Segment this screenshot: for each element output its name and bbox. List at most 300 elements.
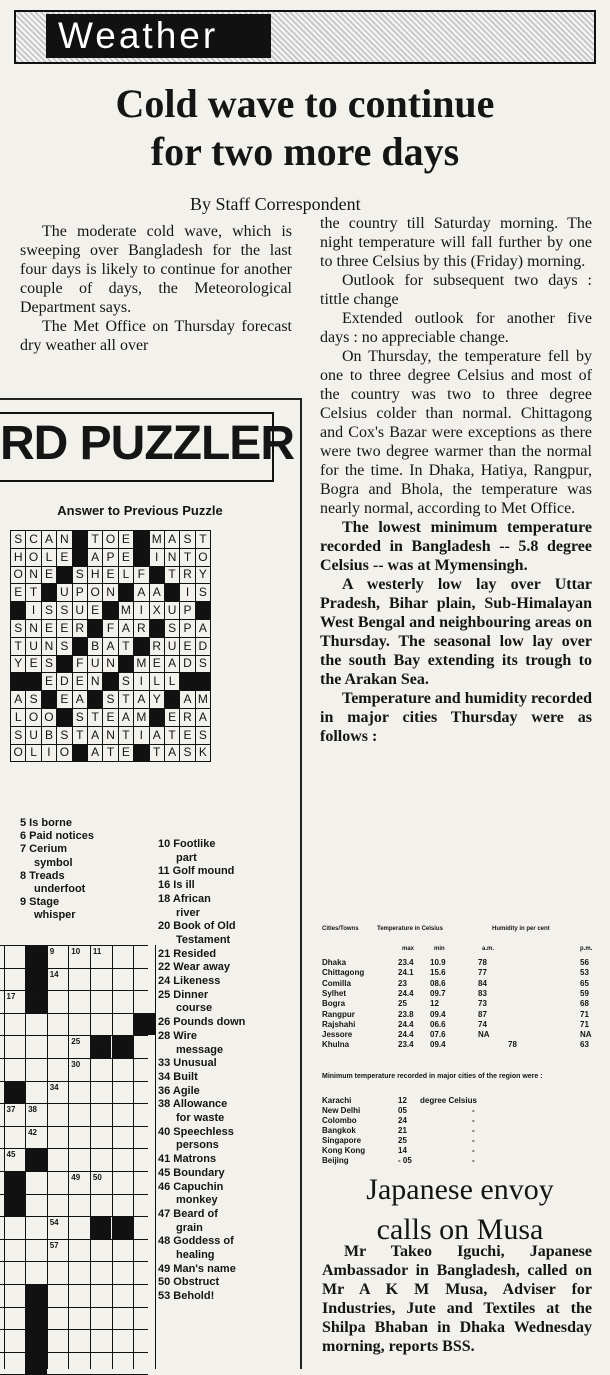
grid-line	[0, 1261, 148, 1262]
answer-block-cell	[11, 602, 26, 620]
table-cell: 68	[580, 999, 589, 1009]
answer-grid	[10, 530, 211, 762]
answer-grid-row	[11, 655, 211, 673]
grid-line	[0, 1058, 148, 1059]
answer-letter-cell: S	[195, 655, 210, 673]
answer-block-cell	[134, 744, 149, 762]
answer-letter-cell: U	[164, 637, 179, 655]
answer-letter-cell: E	[103, 566, 118, 584]
answer-letter-cell: S	[195, 584, 210, 602]
grid-number: 26	[92, 1037, 102, 1047]
answer-letter-cell: A	[103, 637, 118, 655]
answer-letter-cell: A	[87, 744, 102, 762]
table-cell: 53	[580, 968, 589, 978]
answer-letter-cell: L	[118, 566, 133, 584]
answer-letter-cell: D	[57, 673, 72, 691]
answer-block-cell	[103, 602, 118, 620]
envoy-article	[322, 1242, 592, 1356]
answer-letter-cell: S	[72, 708, 87, 726]
answer-letter-cell: T	[87, 708, 102, 726]
table-row	[322, 1040, 592, 1050]
grid-number: 38	[28, 1105, 37, 1115]
answer-letter-cell: N	[26, 619, 41, 637]
sub-headline-line: Japanese envoy	[366, 1173, 554, 1206]
answer-letter-cell: F	[72, 655, 87, 673]
grid-block	[90, 1216, 112, 1239]
min-temp-cell: -	[472, 1136, 475, 1145]
answer-block-cell	[118, 655, 133, 673]
answer-block-cell	[72, 531, 87, 549]
grid-number: 10	[71, 947, 81, 956]
table-cell: 23.8	[398, 1009, 414, 1019]
answer-block-cell	[41, 584, 56, 602]
byline: By Staff Correspondent	[190, 194, 361, 214]
answer-letter-cell: U	[164, 602, 179, 620]
answer-letter-cell: A	[41, 531, 56, 549]
clue-item: 26 Pounds down	[158, 1016, 246, 1029]
grid-line	[0, 1352, 148, 1353]
answer-letter-cell: H	[11, 548, 26, 566]
grid-block	[25, 1284, 47, 1307]
answer-letter-cell: A	[134, 584, 149, 602]
table-cell: 15.6	[430, 968, 446, 978]
table-cell: 71	[580, 1009, 589, 1019]
grid-line	[0, 1148, 148, 1149]
answer-letter-cell: P	[103, 548, 118, 566]
answer-block-cell	[195, 602, 210, 620]
clue-item: 40 Speechless	[158, 1125, 234, 1138]
table-cell: 24.4	[398, 1019, 414, 1029]
answer-block-cell	[149, 708, 164, 726]
answer-grid-row	[11, 726, 211, 744]
answer-letter-cell: A	[134, 691, 149, 709]
clue-item: whisper	[34, 909, 76, 922]
answer-letter-cell: E	[180, 726, 195, 744]
caption-cities: Cities/Towns	[322, 926, 359, 932]
grid-line	[0, 1329, 148, 1330]
answer-letter-cell: A	[149, 584, 164, 602]
answer-letter-cell: A	[195, 708, 210, 726]
grid-line	[0, 1307, 148, 1308]
grid-block	[25, 945, 47, 968]
answer-letter-cell: O	[11, 566, 26, 584]
min-temp-cell: New Delhi	[322, 1106, 361, 1115]
answer-letter-cell: N	[103, 584, 118, 602]
answer-letter-cell: R	[180, 566, 195, 584]
answer-letter-cell: P	[180, 619, 195, 637]
grid-block	[112, 1035, 134, 1058]
answer-letter-cell: N	[103, 726, 118, 744]
clue-item: 7 Cerium	[20, 843, 68, 856]
grid-line	[155, 945, 156, 1369]
answer-letter-cell: S	[57, 726, 72, 744]
table-cell: 59	[580, 988, 589, 998]
table-cell: 71	[580, 1019, 589, 1029]
grid-block	[25, 968, 47, 991]
answer-letter-cell: U	[87, 655, 102, 673]
table-caption	[322, 926, 592, 932]
answer-letter-cell: T	[103, 744, 118, 762]
caption-temperature: Temperature in Celsius	[377, 926, 443, 932]
grid-line	[133, 945, 134, 1369]
clue-item: 11 Golf mound	[158, 865, 235, 878]
answer-letter-cell: R	[180, 708, 195, 726]
clue-item: monkey	[176, 1194, 218, 1207]
grid-block	[25, 1329, 47, 1352]
answer-letter-cell: C	[26, 531, 41, 549]
answer-letter-cell: E	[118, 548, 133, 566]
answer-block-cell	[72, 637, 87, 655]
answer-letter-cell: T	[180, 548, 195, 566]
min-temp-cell: Singapore	[322, 1136, 362, 1145]
answer-letter-cell: S	[180, 531, 195, 549]
grid-line	[0, 945, 148, 946]
grid-number: 50	[92, 1173, 102, 1182]
grid-number: 49	[71, 1173, 81, 1182]
table-cell: Khulna	[322, 1040, 350, 1050]
answer-letter-cell: R	[134, 619, 149, 637]
min-temp-cell: 25	[398, 1136, 407, 1145]
grid-block	[4, 1171, 26, 1194]
answer-letter-cell: I	[41, 744, 56, 762]
table-cell: 10.9	[430, 958, 446, 967]
answer-letter-cell: L	[11, 708, 26, 726]
table-cell: 78	[508, 1040, 517, 1050]
min-temp-cell: Karachi	[322, 1096, 352, 1105]
sub-headline-line: calls on Musa	[376, 1213, 544, 1246]
article-paragraph: Mr Takeo Iguchi, Japanese Ambassador in Bangladesh, called on Mr A K M Musa, Adviser for Industries, Jute and Textiles at the Shilpa Bhaban in Dhaka Wednesday morning, reports BSS.	[322, 1243, 592, 1355]
answer-letter-cell: O	[41, 708, 56, 726]
answer-block-cell	[164, 691, 179, 709]
clue-item: 45 Boundary	[158, 1166, 225, 1179]
answer-letter-cell: O	[26, 548, 41, 566]
table-cell: 56	[580, 958, 589, 967]
answer-letter-cell: M	[195, 691, 210, 709]
table-cell: 73	[478, 999, 487, 1009]
answer-letter-cell: N	[41, 637, 56, 655]
answer-letter-cell: N	[26, 566, 41, 584]
answer-letter-cell: O	[87, 584, 102, 602]
column-am: a.m.	[482, 946, 495, 952]
answer-letter-cell: Y	[149, 691, 164, 709]
answer-letter-cell: S	[57, 637, 72, 655]
answer-letter-cell: E	[149, 655, 164, 673]
answer-letter-cell: U	[72, 602, 87, 620]
headline	[0, 80, 610, 176]
answer-letter-cell: E	[57, 548, 72, 566]
grid-block	[112, 1216, 134, 1239]
grid-number: 34	[49, 1082, 59, 1092]
answer-grid-row	[11, 548, 211, 566]
table-cell: 12	[430, 999, 439, 1009]
grid-number: 11	[92, 947, 102, 956]
clue-item: grain	[176, 1221, 203, 1234]
clue-item: 48 Goddess of	[158, 1235, 234, 1248]
min-temp-cell: Kong Kong	[322, 1146, 366, 1155]
table-row	[322, 989, 592, 999]
answer-letter-cell: A	[11, 691, 26, 709]
clue-item: 28 Wire	[158, 1029, 198, 1042]
grid-number: 9	[49, 947, 55, 956]
answer-letter-cell: U	[57, 584, 72, 602]
min-temp-cell: Bangkok	[322, 1126, 356, 1135]
answer-grid-row	[11, 619, 211, 637]
answer-grid-row	[11, 602, 211, 620]
min-temp-cell: 24	[398, 1116, 407, 1125]
grid-block	[4, 1081, 26, 1104]
answer-letter-cell: S	[11, 619, 26, 637]
answer-letter-cell: T	[87, 531, 102, 549]
table-row	[322, 1030, 592, 1040]
answer-grid-row	[11, 744, 211, 762]
answer-letter-cell: E	[57, 691, 72, 709]
min-temp-cell: Colombo	[322, 1116, 357, 1125]
article-paragraph: The moderate cold wave, which is sweeping over Bangladesh for the last four days is likely to continue for another couple of days, the Meteorological Department says.	[20, 223, 292, 316]
clue-item: 10 Footlike	[158, 838, 216, 850]
grid-number: 57	[49, 1240, 59, 1250]
grid-line	[0, 1284, 148, 1285]
answer-letter-cell: A	[118, 708, 133, 726]
table-cell: 09.4	[430, 1040, 446, 1050]
grid-number: 17	[6, 992, 16, 1002]
answer-letter-cell: T	[72, 726, 87, 744]
answer-letter-cell: T	[149, 744, 164, 762]
answer-letter-cell: Y	[11, 655, 26, 673]
answer-letter-cell: A	[164, 531, 179, 549]
answer-grid-row	[11, 531, 211, 549]
sub-headline	[315, 1170, 605, 1250]
article-paragraph: The lowest minimum temperature recorded in Bangladesh -- 5.8 degree Celsius -- was at Mymensingh.	[320, 519, 592, 574]
caption-humidity: Humidity in per cent	[492, 926, 550, 932]
table-row	[322, 999, 592, 1009]
column-max: max	[402, 946, 415, 952]
answer-block-cell	[195, 673, 210, 691]
answer-letter-cell: X	[149, 602, 164, 620]
table-row	[322, 958, 592, 968]
clue-item: 25 Dinner	[158, 988, 209, 1001]
answer-letter-cell: S	[11, 531, 26, 549]
answer-block-cell	[26, 673, 41, 691]
grid-line	[0, 990, 148, 991]
divider-vertical	[300, 398, 302, 1369]
answer-letter-cell: F	[134, 566, 149, 584]
table-row	[322, 979, 592, 989]
answer-letter-cell: S	[57, 602, 72, 620]
clue-item: 22 Wear away	[158, 961, 230, 974]
table-cell: 24.1	[398, 968, 414, 978]
table-cell: 87	[478, 1009, 487, 1019]
grid-number: 25	[71, 1037, 81, 1047]
answer-letter-cell: D	[195, 637, 210, 655]
table-cell: NA	[478, 1030, 490, 1040]
answer-letter-cell: I	[134, 726, 149, 744]
clue-item: symbol	[34, 856, 73, 869]
answer-letter-cell: M	[134, 655, 149, 673]
answer-letter-cell: E	[118, 744, 133, 762]
table-cell: 23.4	[398, 1040, 414, 1050]
table-cell: 24.4	[398, 1030, 414, 1040]
table-cell: Chittagong	[322, 968, 365, 978]
min-temp-cell: 21	[398, 1126, 407, 1135]
answer-block-cell	[180, 673, 195, 691]
answer-letter-cell: E	[180, 637, 195, 655]
answer-grid-row	[11, 673, 211, 691]
answer-letter-cell: E	[41, 566, 56, 584]
answer-letter-cell: A	[87, 726, 102, 744]
table-cell: Jessore	[322, 1030, 353, 1040]
table-row	[322, 1020, 592, 1030]
article-paragraph: Outlook for subsequent two days : tittle change	[320, 272, 592, 308]
min-temp-cell: 14	[398, 1146, 407, 1155]
divider-horizontal	[0, 398, 300, 400]
answer-block-cell	[72, 744, 87, 762]
answer-letter-cell: P	[180, 602, 195, 620]
answer-letter-cell: E	[164, 708, 179, 726]
clue-item: part	[176, 851, 197, 864]
answer-letter-cell: T	[118, 691, 133, 709]
table-cell: 24.4	[398, 988, 414, 998]
table-cell: 84	[478, 978, 487, 988]
answer-grid-row	[11, 637, 211, 655]
answer-letter-cell: I	[180, 584, 195, 602]
grid-number: 14	[49, 969, 59, 979]
answer-block-cell	[11, 673, 26, 691]
answer-letter-cell: M	[149, 531, 164, 549]
answer-grid-row	[11, 691, 211, 709]
clue-item: 21 Resided	[158, 947, 217, 960]
answer-block-cell	[164, 584, 179, 602]
grid-block	[25, 1148, 47, 1171]
answer-block-cell	[87, 691, 102, 709]
grid-line	[90, 945, 91, 1369]
clue-item: 9 Stage	[20, 896, 60, 909]
answer-letter-cell: E	[118, 531, 133, 549]
answer-letter-cell: E	[87, 602, 102, 620]
headline-line: Cold wave to continue	[115, 81, 495, 126]
answer-block-cell	[57, 655, 72, 673]
answer-letter-cell: L	[26, 744, 41, 762]
answer-block-cell	[57, 708, 72, 726]
table-cell: 83	[478, 988, 487, 998]
clue-item: 6 Paid notices	[20, 830, 94, 843]
answer-letter-cell: R	[149, 637, 164, 655]
min-temp-cell: 12	[398, 1096, 407, 1105]
column-min: min	[434, 946, 445, 952]
answer-letter-cell: S	[72, 566, 87, 584]
answer-letter-cell: M	[134, 708, 149, 726]
answer-block-cell	[87, 619, 102, 637]
table-cell: Sylhet	[322, 988, 347, 998]
article-paragraph: Extended outlook for another five days : no appreciable change.	[320, 310, 592, 346]
answer-letter-cell: T	[195, 531, 210, 549]
grid-line	[47, 945, 48, 1369]
answer-letter-cell: S	[26, 691, 41, 709]
answer-letter-cell: E	[41, 673, 56, 691]
table-cell: 77	[478, 968, 487, 978]
answer-letter-cell: T	[26, 584, 41, 602]
answer-letter-cell: S	[164, 619, 179, 637]
table-cell: 23	[398, 978, 407, 988]
clue-item: course	[176, 1002, 213, 1015]
answer-letter-cell: U	[26, 637, 41, 655]
clue-item: river	[176, 906, 200, 919]
answer-letter-cell: E	[11, 584, 26, 602]
column-pm: p.m.	[580, 946, 593, 952]
grid-line	[68, 945, 69, 1369]
grid-block	[25, 1307, 47, 1330]
clue-item: 53 Behold!	[158, 1290, 215, 1303]
answer-letter-cell: L	[41, 548, 56, 566]
answer-letter-cell: A	[180, 691, 195, 709]
puzzler-title: RD PUZZLER	[0, 417, 294, 470]
answer-letter-cell: O	[195, 548, 210, 566]
answer-letter-cell: B	[87, 637, 102, 655]
answer-letter-cell: E	[26, 655, 41, 673]
section-label: Weather	[46, 14, 271, 58]
clue-item: message	[176, 1043, 224, 1056]
answer-letter-cell: E	[41, 619, 56, 637]
answer-letter-cell: I	[149, 548, 164, 566]
grid-number: 45	[6, 1150, 16, 1160]
table-cell: NA	[580, 1030, 592, 1040]
min-temp-cell: -	[472, 1106, 475, 1115]
answer-letter-cell: D	[180, 655, 195, 673]
table-cell: 74	[478, 1019, 487, 1029]
answer-letter-cell: T	[118, 637, 133, 655]
answer-letter-cell: E	[57, 619, 72, 637]
article-paragraph: On Thursday, the temperature fell by one to three degree Celsius and most of the country was two to three degree Celsius colder than normal. Chittagong and Cox's Bazar were exceptions as there were two degree warmer than the normal for the time. In Dhaka, Hatiya, Rangpur, Bogra and Bhola, the temperature was nearly normal, according to Met Office.	[320, 348, 592, 517]
table-cell: 78	[478, 958, 487, 967]
article-paragraph: the country till Saturday morning. The night temperature will fall further by one to three Celsius by this (Friday) morning.	[320, 215, 592, 270]
answer-letter-cell: A	[118, 619, 133, 637]
answer-letter-cell: F	[103, 619, 118, 637]
answer-letter-cell: A	[149, 726, 164, 744]
answer-letter-cell: S	[11, 726, 26, 744]
grid-block	[25, 1352, 47, 1375]
table-cell: 06.6	[430, 1019, 446, 1029]
grid-block	[4, 1194, 26, 1217]
answer-letter-cell: T	[164, 726, 179, 744]
grid-line	[0, 1103, 148, 1104]
answer-letter-cell: I	[134, 602, 149, 620]
min-temp-cell: - 05	[398, 1156, 412, 1165]
answer-grid-row	[11, 708, 211, 726]
answer-block-cell	[134, 548, 149, 566]
answer-letter-cell: N	[57, 531, 72, 549]
answer-letter-cell: A	[87, 548, 102, 566]
answer-letter-cell: S	[103, 691, 118, 709]
table-cell: Dhaka	[322, 958, 347, 967]
grid-line	[112, 945, 113, 1369]
clue-item: 50 Obstruct	[158, 1276, 220, 1289]
table-cell: Bogra	[322, 999, 346, 1009]
min-temp-cell: -	[472, 1126, 475, 1135]
article-paragraph: The Met Office on Thursday forecast dry weather all over	[20, 318, 292, 354]
answer-letter-cell: N	[87, 673, 102, 691]
grid-line	[0, 1013, 148, 1014]
answer-letter-cell: T	[164, 566, 179, 584]
answer-grid-row	[11, 584, 211, 602]
clue-item: 47 Beard of	[158, 1207, 218, 1220]
answer-letter-cell: U	[26, 726, 41, 744]
answer-letter-cell: O	[11, 744, 26, 762]
clue-item: 41 Matrons	[158, 1153, 217, 1166]
answer-letter-cell: S	[41, 602, 56, 620]
table-row	[322, 968, 592, 978]
table-cell: 25	[398, 999, 407, 1009]
answer-letter-cell: T	[11, 637, 26, 655]
clue-item: underfoot	[34, 883, 86, 895]
